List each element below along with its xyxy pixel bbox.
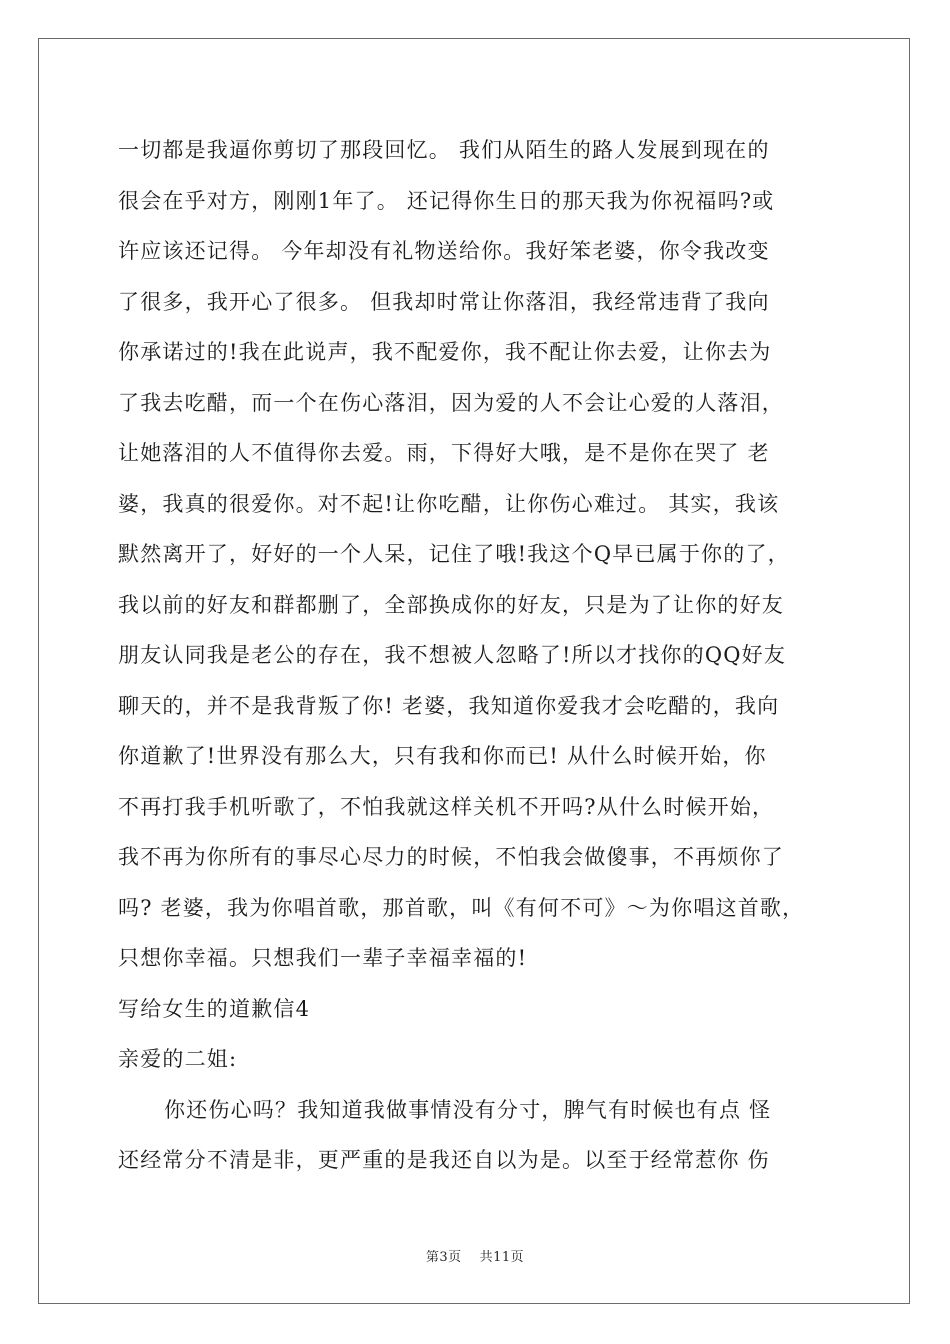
text-line: 你承诺过的!我在此说声，我不配爱你，我不配让你去爱，让你去为 [118,340,772,364]
text-line: 了很多，我开心了很多。 但我却时常让你落泪，我经常违背了我向 [118,289,770,314]
text-line: 还经常分不清是非，更严重的是我还自以为是。以至于经常惹你 伤 [118,1148,770,1172]
text-line: 不再打我手机听歌了，不怕我就这样关机不开吗?从什么时候开始， [118,794,775,819]
text-line: 你道歉了!世界没有那么大，只有我和你而已! 从什么时候开始，你 [118,744,767,768]
text-line: 吗? 老婆，我为你唱首歌，那首歌，叫《有何不可》～为你唱这首歌， [118,895,805,920]
salutation: 亲爱的二姐: [118,1047,238,1071]
text-line: 朋友认同我是老公的存在，我不想被人忽略了!所以才找你的QQ好友 [118,643,787,667]
text-line: 了我去吃醋，而一个在伤心落泪，因为爱的人不会让心爱的人落泪， [118,390,784,415]
text-line: 只想你幸福。只想我们一辈子幸福幸福的! [118,946,528,970]
text-line: 我不再为你所有的事尽心尽力的时候，不怕我会做傻事，不再烦你了 [118,845,784,869]
section-heading: 写给女生的道歉信4 [118,996,311,1021]
text-line: 聊天的，并不是我背叛了你! 老婆，我知道你爱我才会吃醋的，我向 [118,693,780,718]
page-number: 第3页 [425,1250,462,1265]
page-footer [0,1246,950,1265]
text-line: 让她落泪的人不值得你去爱。雨，下得好大哦，是不是你在哭了 老 [118,441,770,465]
document-body [118,130,838,1191]
text-line: 我以前的好友和群都删了，全部换成你的好友，只是为了让你的好友 [118,592,784,617]
paragraph-first-line: 你还伤心吗？我知道我做事情没有分寸，脾气有时候也有点 怪 [164,1097,772,1122]
text-line: 默然离开了，好好的一个人呆，记住了哦!我这个Q早已属于你的了， [118,542,790,566]
text-line: 婆，我真的很爱你。对不起!让你吃醋，让你伤心难过。 其实，我该 [118,491,780,516]
text-line: 一切都是我逼你剪切了那段回忆。 我们从陌生的路人发展到现在的 [118,138,770,162]
text-line: 许应该还记得。 今年却没有礼物送给你。我好笨老婆，你令我改变 [118,239,770,263]
page-total: 共11页 [479,1250,525,1265]
text-line: 很会在乎对方，刚刚1年了。 还记得你生日的那天我为你祝福吗?或 [118,188,775,213]
